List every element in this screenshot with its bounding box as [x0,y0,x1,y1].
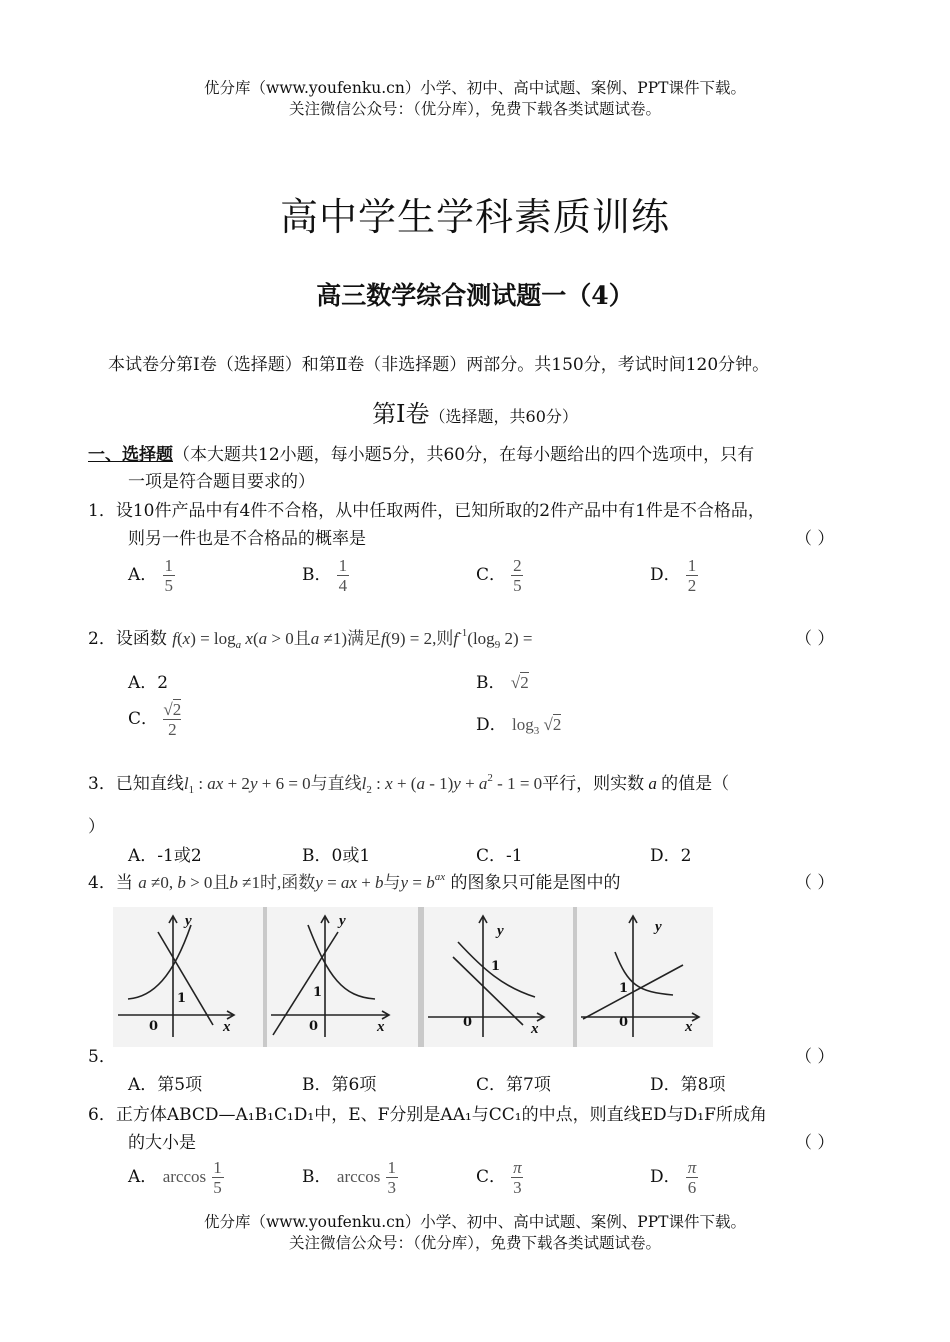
question-1 [88,496,765,521]
q6-number: 6． [88,1105,116,1125]
q1-option-c-num: 2 [513,556,522,575]
q1-answer-paren[interactable]: （ ） [795,529,835,549]
footer-line-2: 关注微信公众号：（优分库），免费下载各类试题试卷。 [288,1234,661,1252]
graph-c-x-label: x [531,1021,539,1037]
part-heading [0,394,950,429]
q6-option-a-num: 1 [213,1158,222,1177]
part-heading-note: （选择题，共60分） [429,407,578,426]
q1-option-d[interactable] [650,556,698,595]
section-heading [88,440,754,465]
q1-text-1: 设10件产品中有4件不合格，从中任取两件，已知所取的2件产品中有1件是不合格品， [115,501,765,521]
q2-option-d[interactable]: D． $\log_3 √2$ [476,715,562,737]
panel-divider [263,907,267,1047]
q6-option-a-label: A． [128,1167,158,1187]
graph-b-y-label: y [339,913,346,929]
q5-option-d-text: 第8项 [680,1075,726,1095]
graph-d-one: 1 [619,981,629,996]
q4-lead: 当 [115,873,133,893]
q3-option-a-text: -1或2 [157,846,202,866]
q3-option-d-text: 2 [680,846,692,866]
q1-option-b[interactable] [302,556,349,595]
q2-option-a[interactable] [128,668,168,693]
q2-option-b[interactable]: B． √2 [476,673,529,693]
question-3: 3．已知直线$l_1$ : ax + 2y + 6 = 0与直线$l_2$ : $x + (a - 1)y + a^2 - 1 = 0$平行，则实数 a 的值是（ [88,772,730,796]
q6-option-c[interactable] [476,1158,523,1197]
page-subtitle: 高三数学综合测试题一（4） [316,281,634,310]
q1-option-d-den: 2 [687,576,697,595]
q3-lead: 已知直线 [115,774,184,794]
graph-b-x-label: x [377,1019,385,1035]
q2-option-b-label: B． [476,673,506,693]
graph-d-x-label: x [685,1019,693,1035]
q6-option-d[interactable] [650,1158,698,1197]
panel-divider [418,907,424,1047]
q2-option-d-label: D． [476,715,507,735]
q1-option-c-den: 5 [513,576,522,595]
graph-d-y-label: y [655,919,662,935]
graph-d-origin: 0 [619,1015,629,1030]
q5-number: 5． [88,1047,116,1067]
q2-option-a-value: 2 [157,673,169,693]
q6-option-a-prefix: arccos [162,1167,207,1186]
q2-option-c[interactable]: C． $\frac{√2}{2}$ [128,700,182,739]
header-line-2: 关注微信公众号：（优分库），免费下载各类试题试卷。 [288,100,661,118]
q4-tail: 的图象只可能是图中的 [450,873,621,893]
q4-answer-paren[interactable]: （ ） [795,873,835,893]
q1-option-b-den: 4 [338,576,348,595]
q5-option-b-label: B． [302,1075,332,1095]
panel-divider [573,907,577,1047]
graph-c-y-label: y [497,923,504,939]
q5-answer-paren[interactable]: （ ） [795,1047,835,1067]
q2-option-d-value: 2 [552,715,562,734]
question-4: 4．当 a ≠0, b > 0且b ≠1时,函数y = ax + b与$y = b^{ax}$ 的图象只可能是图中的 [88,871,621,893]
q1-option-a-label: A． [128,565,158,585]
q1-option-a[interactable] [128,556,175,595]
q6-option-b-label: B． [302,1167,332,1187]
q2-formula: f [172,629,177,648]
q5-option-b-text: 第6项 [331,1075,377,1095]
q4-graphs [113,907,713,1047]
q2-answer-paren[interactable]: （ ） [795,629,835,649]
q6-option-d-den: 6 [687,1178,697,1197]
graph-a-one: 1 [177,991,187,1006]
q3-option-b[interactable] [302,841,370,866]
graph-c-origin: 0 [463,1015,473,1030]
q2-option-b-value: 2 [520,673,529,692]
q6-option-a-den: 5 [213,1178,222,1197]
q5-option-a-label: A． [128,1075,158,1095]
q6-text-2: 的大小是 [128,1133,196,1153]
q5-option-a[interactable] [128,1070,202,1095]
q2-number: 2． [88,629,116,649]
q2-option-c-label: C． [128,709,159,729]
q5-option-c-label: C． [476,1075,507,1095]
q2-option-c-num: 2 [172,700,182,719]
section-label: 一、选择题 [88,445,173,465]
graph-a-x-label: x [223,1019,231,1035]
header-line-1: 优分库（www.youfenku.cn）小学、初中、高中试题、案例、PPT课件下载。 [203,79,747,97]
q3-option-d-label: D． [650,846,681,866]
q3-option-b-text: 0或1 [331,846,371,866]
q6-text-1: 正方体ABCD—A₁B₁C₁D₁中，E、F分别是AA₁与CC₁的中点，则直线ED与D₁F所成角 [115,1105,767,1125]
q6-answer-paren[interactable]: （ ） [795,1133,835,1153]
q3-option-b-label: B． [302,846,332,866]
q3-option-c-text: -1 [506,846,523,866]
q1-option-b-num: 1 [338,556,348,575]
q2-option-c-den: 2 [168,720,177,739]
q3-option-a-label: A． [128,846,158,866]
question-2: 2．设函数 $f(x) = \log_a x(a > 0$且a ≠1)满足f(9) = 2,则$f^{-1}(\log_9$ 2) = [88,627,533,651]
q5-option-b[interactable] [302,1070,376,1095]
q5-option-d-label: D． [650,1075,681,1095]
q6-option-c-num: π [513,1158,522,1177]
q1-option-c[interactable] [476,556,523,595]
q3-continuation: ） [88,817,105,837]
q3-option-d[interactable] [650,841,691,866]
graph-a-origin: 0 [149,1019,159,1034]
q5-option-c[interactable] [476,1070,551,1095]
q5-option-d[interactable] [650,1070,725,1095]
q6-option-c-label: C． [476,1167,507,1187]
q6-option-d-label: D． [650,1167,681,1187]
q1-number: 1． [88,501,116,521]
q4-number: 4． [88,873,116,893]
q3-number: 3． [88,774,116,794]
q3-tail: 平行，则实数 [542,774,645,794]
q3-option-c[interactable] [476,841,523,866]
q2-lead: 设函数 [115,629,167,649]
q1-text-2: 则另一件也是不合格品的概率是 [128,529,366,549]
section-desc-1: （本大题共12小题，每小题5分，共60分，在每小题给出的四个选项中，只有 [173,445,755,465]
q1-option-a-num: 1 [164,556,173,575]
footer-line-1: 优分库（www.youfenku.cn）小学、初中、高中试题、案例、PPT课件下载。 [203,1213,747,1231]
q6-option-b[interactable] [302,1158,398,1197]
q6-option-c-den: 3 [513,1178,522,1197]
graph-b-one: 1 [313,985,323,1000]
q2-option-a-label: A． [128,673,158,693]
q3-tail-2: 的值是（ [661,774,730,794]
section-desc-2: 一项是符合题目要求的） [128,472,315,492]
graph-a-y-label: y [185,913,192,929]
q1-option-d-label: D． [650,565,681,585]
q1-option-a-den: 5 [164,576,173,595]
q1-option-d-num: 1 [687,556,697,575]
q5-option-a-text: 第5项 [157,1075,203,1095]
q6-option-d-num: π [687,1158,697,1177]
graph-c-one: 1 [491,959,501,974]
q6-option-b-num: 1 [387,1158,396,1177]
page-title: 高中学生学科素质训练 [279,195,670,239]
q1-option-c-label: C． [476,565,507,585]
q3-option-c-label: C． [476,846,507,866]
q3-option-a[interactable] [128,841,202,866]
q6-option-a[interactable] [128,1158,224,1197]
q5-option-c-text: 第7项 [506,1075,551,1095]
q1-option-b-label: B． [302,565,332,585]
q6-option-b-prefix: arccos [336,1167,381,1186]
part-heading-main: 第Ⅰ卷 [372,400,430,428]
intro-text: 本试卷分第Ⅰ卷（选择题）和第Ⅱ卷（非选择题）两部分。共150分，考试时间120分钟。 [108,355,770,375]
q6-option-b-den: 3 [387,1178,396,1197]
q3-mid: 与直线 [310,774,362,794]
question-6 [88,1100,767,1125]
graph-b-origin: 0 [309,1019,319,1034]
